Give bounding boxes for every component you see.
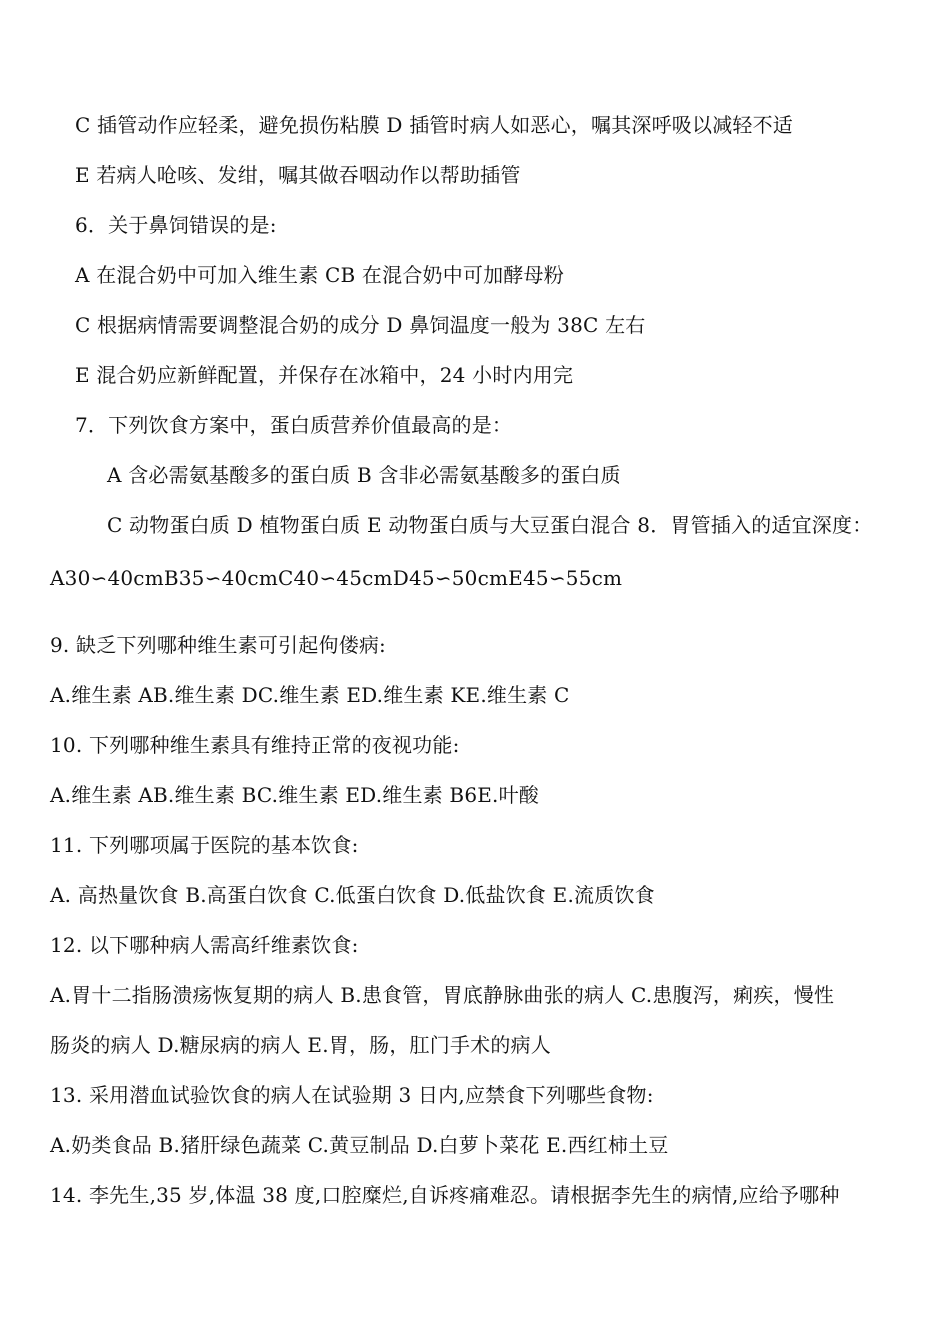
option-line-e: E 若病人呛咳、发绀，嘱其做吞咽动作以帮助插管 xyxy=(75,163,521,187)
question-10: 10. 下列哪种维生素具有维持正常的夜视功能: xyxy=(50,733,460,757)
question-6-options-a-b: A 在混合奶中可加入维生素 CB 在混合奶中可加酵母粉 xyxy=(75,263,564,287)
question-7-options-a-b: A 含必需氨基酸多的蛋白质 B 含非必需氨基酸多的蛋白质 xyxy=(107,463,621,487)
question-7: 7．下列饮食方案中，蛋白质营养价值最高的是： xyxy=(75,413,513,437)
question-12-options-line-2: 肠炎的病人 D.糖尿病的病人 E.胃，肠，肛门手术的病人 xyxy=(50,1033,551,1057)
question-11-options: A. 高热量饮食 B.高蛋白饮食 C.低蛋白饮食 D.低盐饮食 E.流质饮食 xyxy=(50,883,655,907)
question-12-options-line-1: A.胃十二指肠溃疡恢复期的病人 B.患食管，胃底静脉曲张的病人 C.患腹泻，痢疾，慢性 xyxy=(50,983,835,1007)
question-11: 11. 下列哪项属于医院的基本饮食: xyxy=(50,833,359,857)
question-14: 14. 李先生,35 岁,体温 38 度,口腔糜烂,自诉疼痛难忍。请根据李先生的病情,应给予哪种 xyxy=(50,1183,840,1207)
question-12: 12. 以下哪种病人需高纤维素饮食: xyxy=(50,933,359,957)
question-13-options: A.奶类食品 B.猪肝绿色蔬菜 C.黄豆制品 D.白萝卜菜花 E.西红柿土豆 xyxy=(50,1133,669,1157)
question-7-options-c-e-question-8: C 动物蛋白质 D 植物蛋白质 E 动物蛋白质与大豆蛋白混合 8．胃管插入的适宜深度： xyxy=(107,513,873,537)
question-9: 9. 缺乏下列哪种维生素可引起佝偻病: xyxy=(50,633,386,657)
question-6: 6．关于鼻饲错误的是: xyxy=(75,213,277,237)
question-6-option-e: E 混合奶应新鲜配置，并保存在冰箱中，24 小时内用完 xyxy=(75,363,574,387)
option-line-c-d: C 插管动作应轻柔，避免损伤粘膜 D 插管时病人如恶心，嘱其深呼吸以减轻不适 xyxy=(75,113,794,137)
question-13: 13. 采用潜血试验饮食的病人在试验期 3 日内,应禁食下列哪些食物: xyxy=(50,1083,654,1107)
question-9-options: A.维生素 AB.维生素 DC.维生素 ED.维生素 KE.维生素 C xyxy=(50,683,570,707)
question-10-options: A.维生素 AB.维生素 BC.维生素 ED.维生素 B6E.叶酸 xyxy=(50,783,540,807)
question-6-options-c-d: C 根据病情需要调整混合奶的成分 D 鼻饲温度一般为 38C 左右 xyxy=(75,313,646,337)
question-8-options: A30∽40cmB35∽40cmC40∽45cmD45∽50cmE45∽55cm xyxy=(50,566,623,590)
